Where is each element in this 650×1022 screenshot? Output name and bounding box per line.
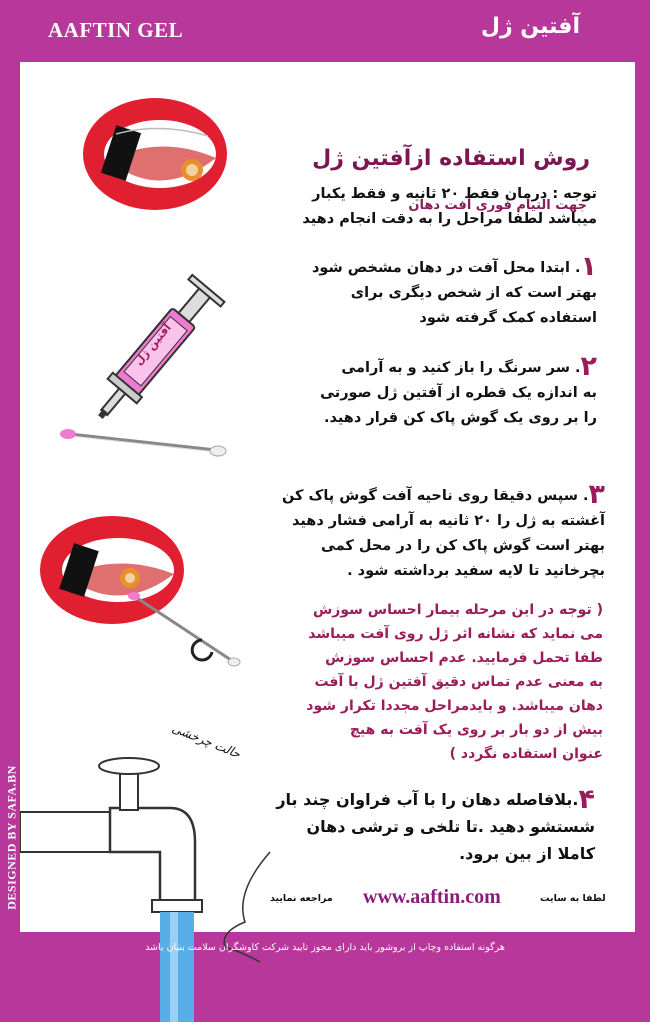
mouth-swab-illustration [34, 512, 244, 692]
visit-site-label: لطفا به سایت [540, 893, 606, 904]
brand-name-persian: آفتین ژل [480, 14, 580, 39]
step-1 [311, 251, 597, 331]
page-subtitle: جهت التیام فوری آفت دهان [408, 198, 587, 213]
refer-label: مراجعه نمایید [270, 893, 333, 904]
note-line: به معنی عدم تماس دقیق آفتین ژل با آفت [314, 674, 603, 690]
content-sheet [20, 62, 635, 932]
step-3 [281, 479, 605, 584]
burning-sensation-note [306, 598, 603, 766]
step-1-line: استفاده کمک گرفته شود [419, 310, 597, 326]
note-line: عنوان استفاده نگردد ) [449, 746, 603, 762]
step-3-line: آغشته به ژل را ۲۰ ثانیه به آرامی فشار دهید [291, 513, 605, 529]
step-3-line: بهتر است گوش پاک کن را در محل کمی [321, 538, 605, 554]
warning-text [302, 182, 597, 232]
note-line: دهان میباشد. و بایدمراحل مجددا تکرار شود [306, 698, 603, 714]
rotation-note: حالت چرخشی [170, 720, 243, 762]
note-line: بیش از دو بار بر روی یک آفت به هیچ [349, 722, 603, 738]
step-1-line: . ابتدا محل آفت در دهان مشخص شود [311, 260, 581, 276]
designer-credit-text: DESIGNED BY SAFA.BN [4, 765, 19, 910]
header-bar [0, 0, 650, 62]
faucet-illustration [20, 752, 280, 1022]
warning-line: میباشد لطفا مراحل را به دقت انجام دهید [302, 211, 597, 227]
step-4-line: کاملا از بین برود. [459, 844, 595, 863]
step-4-line: .بلافاصله دهان را با آب فراوان چند بار [276, 790, 579, 809]
step-2-line: به اندازه یک قطره از آفتین ژل صورتی [320, 385, 597, 401]
step-2-number: ۲ [580, 351, 597, 382]
warning-line: توجه : درمان فقط ۲۰ ثانیه و فقط یکبار [312, 186, 597, 202]
license-footer: هرگونه استفاده وچاپ از بروشور باید دارای مجوز تایید شرکت کاوشگران سلامت بنیان باشد [145, 942, 505, 953]
brand-name-english: AAFTIN GEL [48, 18, 184, 42]
step-1-number: ۱ [580, 251, 597, 282]
mouth-ulcer-illustration [80, 94, 230, 214]
step-4-number: ۴ [578, 784, 595, 815]
website-link[interactable]: www.aaftin.com [363, 886, 501, 908]
note-line: طفا تحمل فرمایید. عدم احساس سوزش [325, 650, 603, 666]
step-2-line: . سر سرنگ را باز کنید و به آرامی [341, 360, 581, 376]
cotton-swab-illustration [58, 422, 228, 462]
note-line: می نماید که نشانه اثر ژل روی آفت میباشد [308, 626, 603, 642]
step-4 [276, 786, 595, 867]
step-3-number: ۳ [588, 479, 605, 510]
page-title: روش استفاده ازآفتین ژل [312, 146, 590, 171]
step-2-line: را بر روی یک گوش پاک کن قرار دهید. [324, 410, 597, 426]
step-3-line: بچرخانید تا لایه سفید برداشته شود . [347, 563, 605, 579]
designer-credit [2, 720, 20, 960]
note-line: ( توجه در این مرحله بیمار احساس سوزش [312, 602, 603, 618]
step-1-line: بهتر است که از شخص دیگری برای [350, 285, 597, 301]
syringe-illustration [70, 257, 240, 447]
step-2 [320, 351, 597, 431]
syringe-label: آفتین ژل [131, 321, 174, 368]
step-4-line: شستشو دهید .تا تلخی و ترشی دهان [306, 817, 595, 836]
step-3-line: . سپس دقیقا روی ناحیه آفت گوش پاک کن [281, 488, 589, 504]
